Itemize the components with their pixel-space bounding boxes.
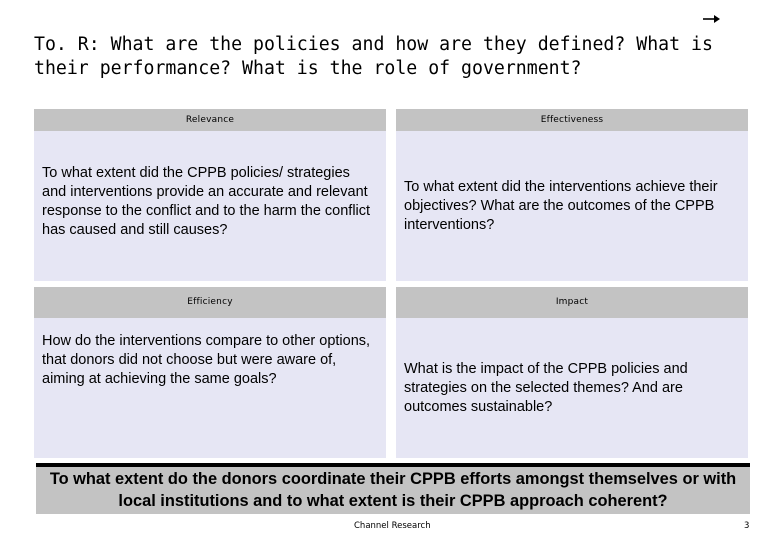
effectiveness-header: Effectiveness <box>396 109 748 131</box>
footer-source: Channel Research <box>354 521 431 531</box>
efficiency-header: Efficiency <box>34 287 386 318</box>
impact-text: What is the impact of the CPPB policies and strategies on the selected themes? And are outcomes sustainable? <box>404 361 688 415</box>
effectiveness-panel <box>396 109 748 281</box>
relevance-panel <box>34 109 386 281</box>
relevance-text: To what extent did the CPPB policies/ strategies and interventions provide an accurate and relevant response to the conflict and to the harm the conflict has caused and still causes? <box>42 165 371 238</box>
efficiency-panel <box>34 287 386 458</box>
slide-title: To. R: What are the policies and how are they defined? What is their performance? What is the role of government? <box>34 34 713 79</box>
arrow-right-icon <box>703 14 721 24</box>
efficiency-text: How do the interventions compare to other options, that donors did not choose but were aware of, aiming at achieving the same goals? <box>42 333 371 387</box>
impact-header: Impact <box>396 287 748 318</box>
coherence-question: To what extent do the donors coordinate their CPPB efforts amongst themselves or with local institutions and to what extent is their CPPB approach coherent? <box>36 467 750 514</box>
page-number: 3 <box>744 521 750 531</box>
impact-panel <box>396 287 748 458</box>
effectiveness-text: To what extent did the interventions achieve their objectives? What are the outcomes of the CPPB interventions? <box>404 179 718 233</box>
relevance-header: Relevance <box>34 109 386 131</box>
